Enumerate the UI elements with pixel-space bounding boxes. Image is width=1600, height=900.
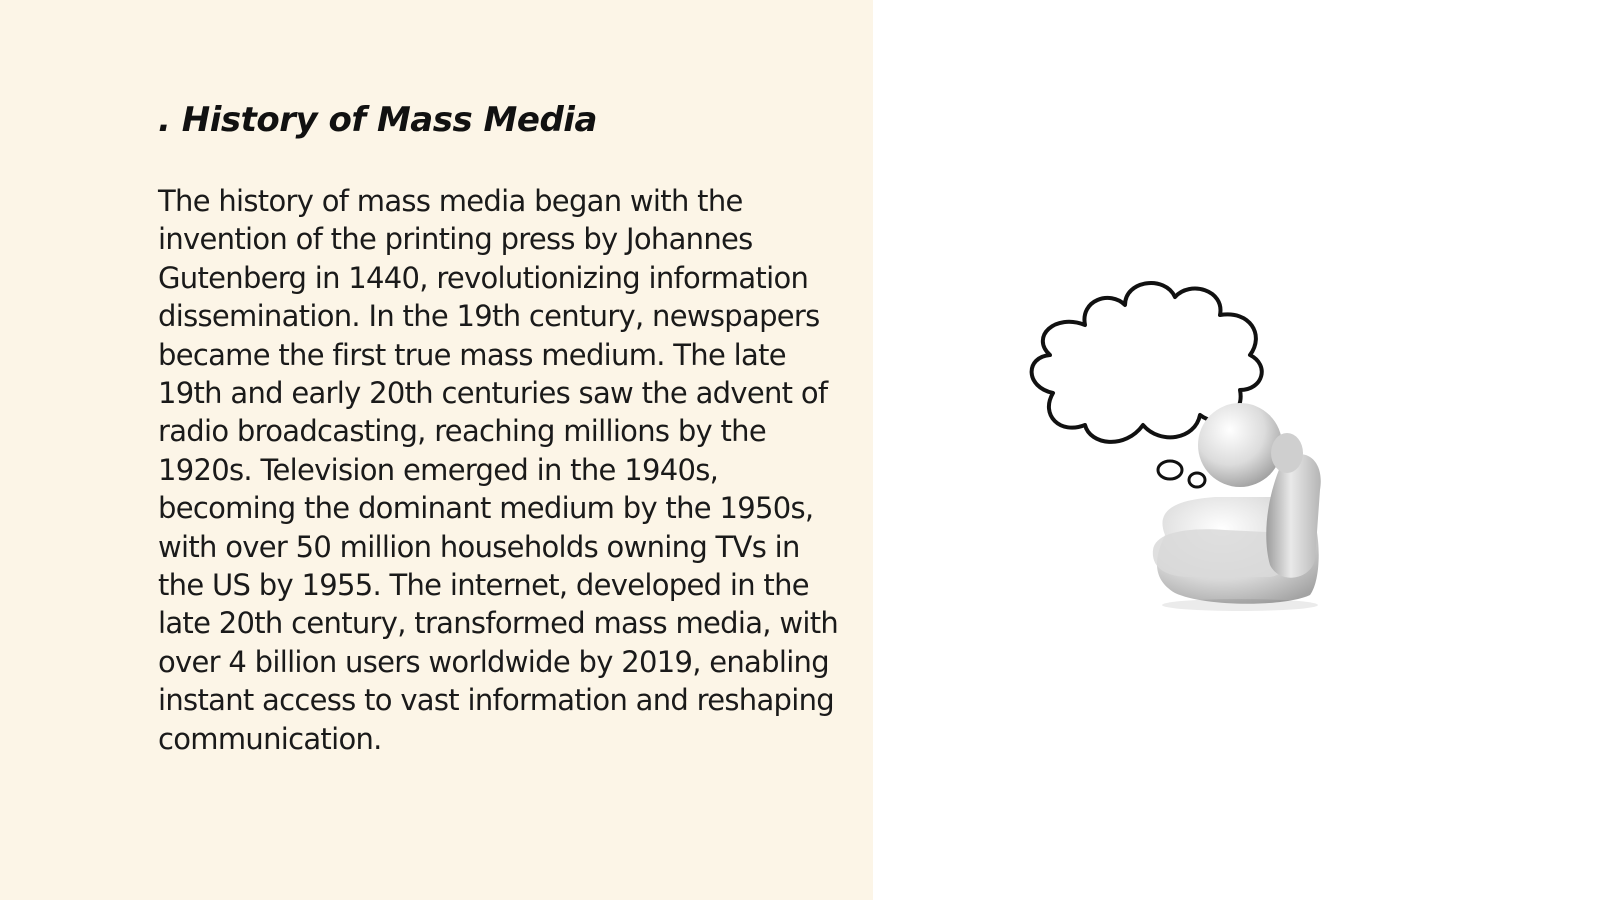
slide-body-text: The history of mass media began with the invention of the printing press by Johannes Gutenberg in 1440, revolutionizing information dissemination. In the 19th century, newspapers became the first true mass medium. The late 19th and early 20th centuries saw the advent of radio broadcasting, reaching millions by the 1920s. Television emerged in the 1940s, becoming the dominant medium by the 1950s, with over 50 million households owning TVs in the US by 1955. The internet, developed in the late 20th century, transformed mass media, with over 4 billion users worldwide by 2019, enabling instant access to vast information and reshaping communication. xyxy=(158,184,839,756)
thinking-person-icon xyxy=(1025,275,1355,620)
slide-title: . History of Mass Media xyxy=(158,100,597,140)
